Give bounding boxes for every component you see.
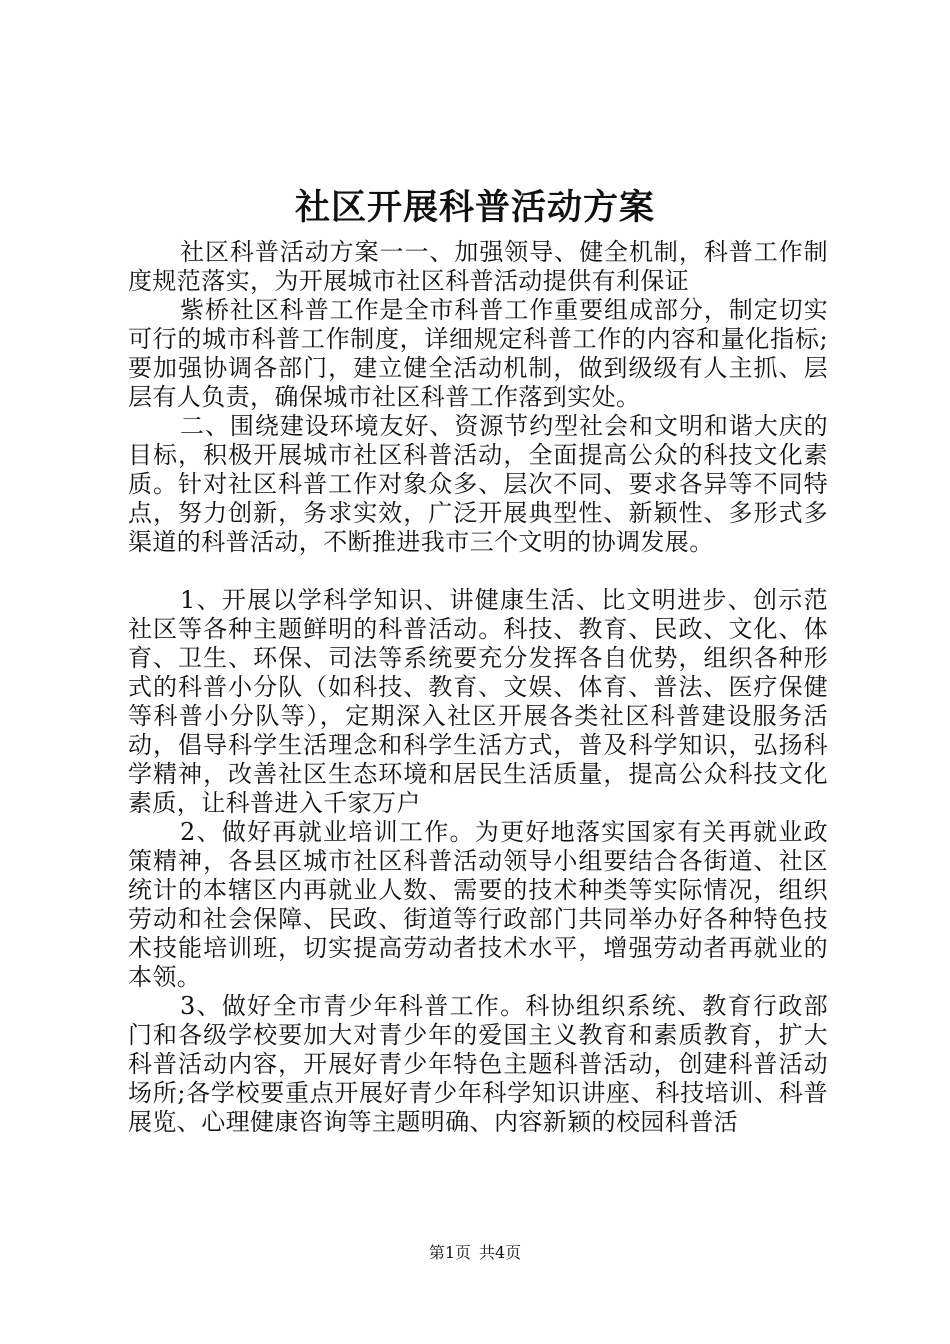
paragraph-item-one: 1、开展以学科学知识、讲健康生活、比文明进步、创示范社区等各种主题鲜明的科普活动。科技、教育、民政、文化、体育、卫生、环保、司法等系统要充分发挥各自优势，组织各种形式的科普小分队（如科技、教育、文娱、体育、普法、医疗保健等科普小分队等），定期深入社区开展各类社区科普建设服务活动，倡导科学生活理念和科学生活方式，普及科学知识，弘扬科学精神，改善社区生态环境和居民生活质量，提高公众科技文化素质，让科普进入千家万户	[128, 586, 828, 817]
document-body	[128, 238, 828, 1137]
page-total: 共4页	[479, 1243, 522, 1262]
paragraph-item-three: 3、做好全市青少年科普工作。科协组织系统、教育行政部门和各级学校要加大对青少年的爱国主义教育和素质教育，扩大科普活动内容，开展好青少年特色主题科普活动，创建科普活动场所;各学校要重点开展好青少年科学知识讲座、科技培训、科普展览、心理健康咨询等主题明确、内容新颖的校园科普活	[128, 992, 828, 1136]
paragraph-item-two: 2、做好再就业培训工作。为更好地落实国家有关再就业政策精神，各县区城市社区科普活动领导小组要结合各街道、社区统计的本辖区内再就业人数、需要的技术种类等实际情况，组织劳动和社会保障、民政、街道等行政部门共同举办好各种特色技术技能培训班，切实提高劳动者技术水平，增强劳动者再就业的本领。	[128, 818, 828, 991]
paragraph-intro: 社区科普活动方案一一、加强领导、健全机制，科普工作制度规范落实，为开展城市社区科普活动提供有利保证	[128, 238, 828, 295]
paragraph-section-two: 二、围绕建设环境友好、资源节约型社会和文明和谐大庆的目标，积极开展城市社区科普活动，全面提高公众的科技文化素质。针对社区科普工作对象众多、层次不同、要求各异等不同特点，努力创新，务求实效，广泛开展典型性、新颖性、多形式多渠道的科普活动，不断推进我市三个文明的协调发展。	[128, 412, 828, 556]
document-title: 社区开展科普活动方案	[294, 188, 655, 228]
paragraph-zijiao: 紫桥社区科普工作是全市科普工作重要组成部分，制定切实可行的城市科普工作制度，详细规定科普工作的内容和量化指标;要加强协调各部门，建立健全活动机制，做到级级有人主抓、层层有人负责，确保城市社区科普工作落到实处。	[128, 296, 828, 411]
page-number: 第1页	[428, 1243, 471, 1262]
page-footer	[0, 1243, 950, 1263]
